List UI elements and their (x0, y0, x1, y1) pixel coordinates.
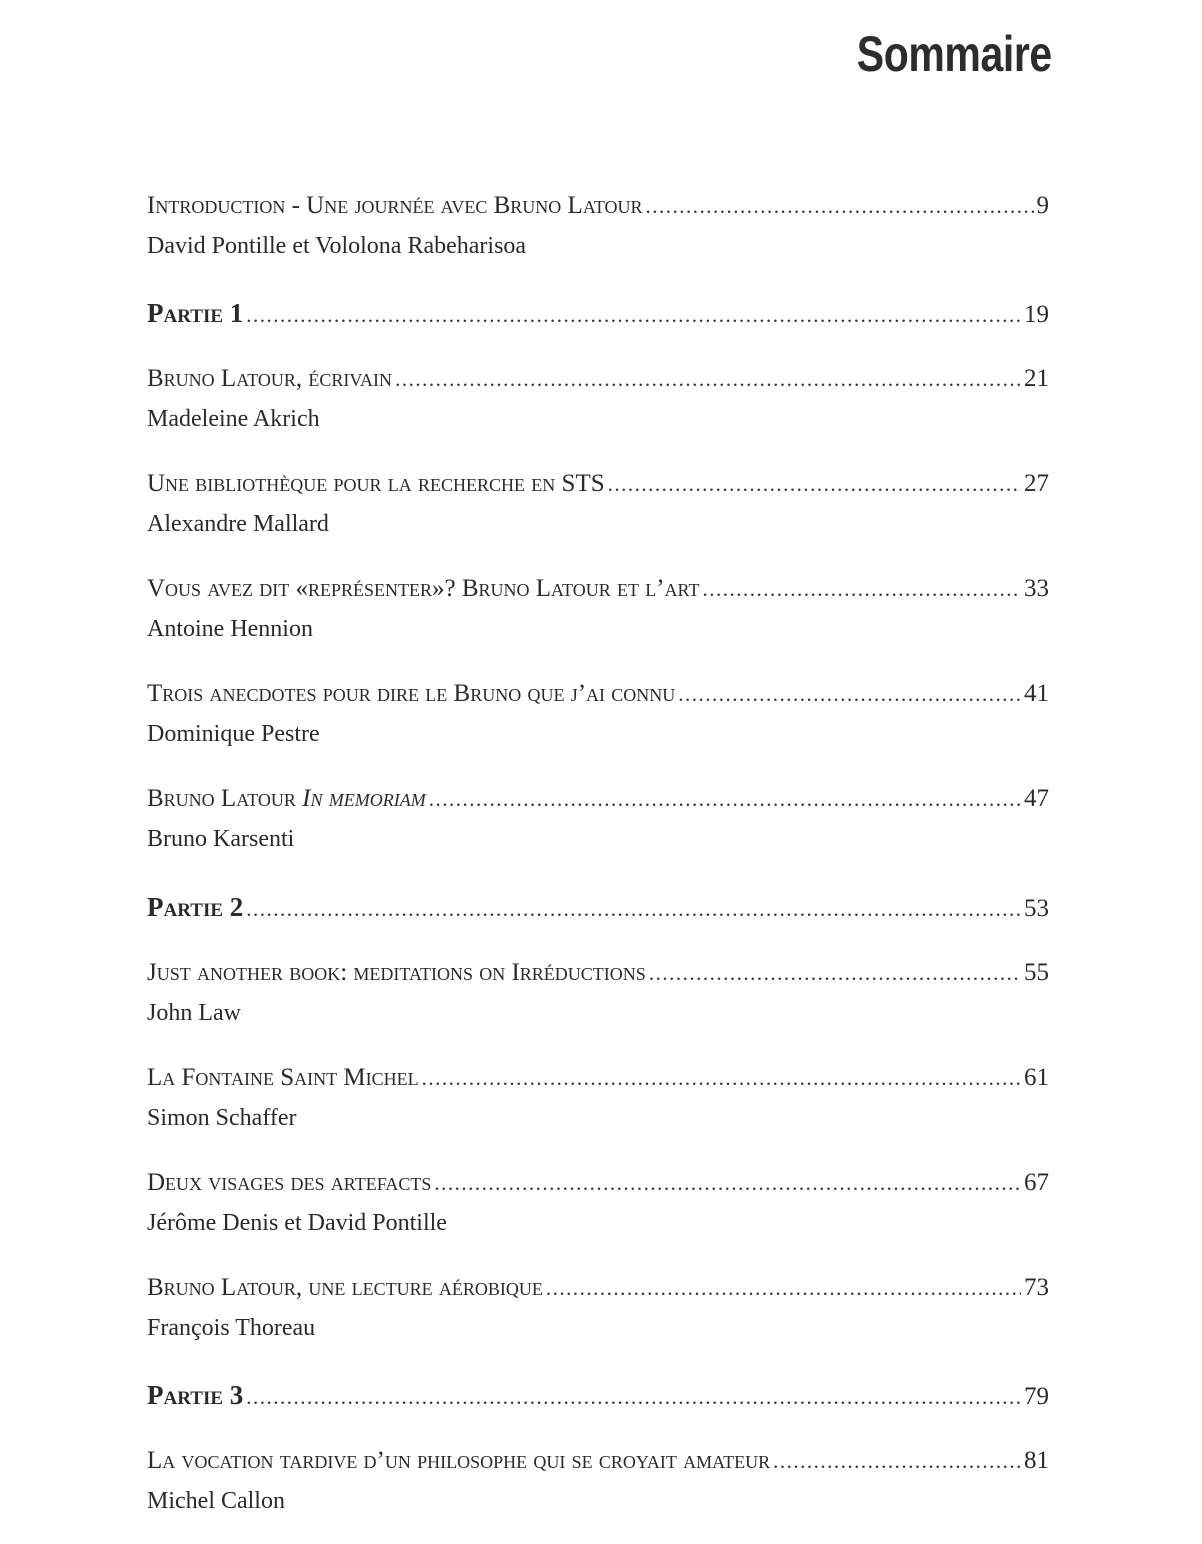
toc-entry-author: Bruno Karsenti (147, 826, 295, 852)
toc-line (147, 1061, 1049, 1095)
toc-entry (147, 467, 1049, 541)
toc-entry-title: La Fontaine Saint Michel (147, 1064, 419, 1091)
toc-line (147, 890, 1049, 924)
toc-entry (147, 1061, 1049, 1135)
toc-page-number: 67 (1024, 1169, 1049, 1196)
toc-line (147, 956, 1049, 990)
dot-leader (422, 1061, 1021, 1095)
toc-entry-author: Antoine Hennion (147, 616, 313, 642)
toc-line (147, 1378, 1049, 1412)
toc-entry-title: Bruno Latour, une lecture aérobique (147, 1274, 543, 1301)
toc-part-title: Partie 1 (147, 298, 244, 328)
toc-entry-author: Alexandre Mallard (147, 511, 329, 537)
toc-line (147, 296, 1049, 330)
dot-leader (246, 892, 1021, 926)
toc-entry-title: Bruno Latour, écrivain (147, 365, 393, 392)
toc-page-number: 81 (1024, 1447, 1049, 1474)
toc-page-number: 33 (1024, 575, 1049, 602)
toc-part-title: Partie 2 (147, 892, 244, 922)
toc-page-number: 41 (1024, 680, 1049, 707)
dot-leader (246, 298, 1021, 332)
toc-line (147, 1444, 1049, 1478)
dot-leader (608, 467, 1021, 501)
toc-part (147, 296, 1049, 330)
page-title: Sommaire (857, 26, 1052, 82)
toc-page-number: 73 (1024, 1274, 1049, 1301)
toc-entry-title: Introduction - Une journée avec Bruno Latour (147, 192, 643, 219)
toc-entry-title: La vocation tardive d’un philosophe qui se croyait amateur (147, 1447, 771, 1474)
toc-entry-author: Michel Callon (147, 1488, 285, 1514)
toc-entry-author: Dominique Pestre (147, 721, 320, 747)
dot-leader (395, 362, 1021, 396)
toc-entry (147, 572, 1049, 646)
toc-line (147, 1166, 1049, 1200)
toc-page-number: 55 (1024, 959, 1049, 986)
dot-leader (546, 1271, 1021, 1305)
toc-part (147, 1378, 1049, 1412)
toc-entry (147, 782, 1049, 856)
toc-entry-title: Trois anecdotes pour dire le Bruno que j’ai connu (147, 680, 676, 707)
toc-page-number: 47 (1024, 785, 1049, 812)
toc-page-number: 21 (1024, 365, 1049, 392)
toc-line (147, 782, 1049, 816)
toc-entry-title: Vous avez dit «représenter»? Bruno Latour et l’art (147, 575, 700, 602)
toc-page-number: 53 (1024, 895, 1049, 922)
dot-leader (646, 189, 1034, 223)
toc-part (147, 890, 1049, 924)
dot-leader (678, 677, 1021, 711)
toc-page-number: 79 (1024, 1383, 1049, 1410)
toc-entry-author: Madeleine Akrich (147, 406, 320, 432)
toc-entry-title: Just another book: meditations on Irréductions (147, 959, 646, 986)
toc-entry (147, 1444, 1049, 1518)
toc-entry (147, 956, 1049, 1030)
toc-line (147, 362, 1049, 396)
toc-line (147, 467, 1049, 501)
toc-entry (147, 362, 1049, 436)
toc-entry-author: David Pontille et Vololona Rabeharisoa (147, 233, 527, 259)
toc-entry (147, 1166, 1049, 1240)
toc-entry-title: Deux visages des artefacts (147, 1169, 432, 1196)
toc-entry (147, 189, 1049, 263)
dot-leader (429, 782, 1021, 816)
toc-entry-author: Simon Schaffer (147, 1105, 297, 1131)
toc-entry-title-roman: Bruno Latour (147, 785, 296, 812)
toc-page-number: 61 (1024, 1064, 1049, 1091)
toc-entry-author: John Law (147, 1000, 241, 1026)
toc-line (147, 572, 1049, 606)
toc-entry-title (147, 782, 426, 816)
toc-page-number: 27 (1024, 470, 1049, 497)
dot-leader (773, 1444, 1021, 1478)
toc-line (147, 1271, 1049, 1305)
toc-entry-author: Jérôme Denis et David Pontille (147, 1210, 447, 1236)
dot-leader (649, 956, 1021, 990)
toc-entry (147, 1271, 1049, 1345)
toc-page-number: 9 (1036, 192, 1049, 219)
toc-entry-author: François Thoreau (147, 1315, 316, 1341)
toc-part-title: Partie 3 (147, 1380, 244, 1410)
toc-line (147, 189, 1049, 223)
dot-leader (434, 1166, 1021, 1200)
toc-page-number: 19 (1024, 301, 1049, 328)
toc-entry-title: Une bibliothèque pour la recherche en STS (147, 470, 605, 497)
toc-entry (147, 677, 1049, 751)
toc-line (147, 677, 1049, 711)
dot-leader (246, 1380, 1021, 1414)
dot-leader (702, 572, 1021, 606)
toc-entry-title-italic: In memoriam (302, 785, 426, 812)
